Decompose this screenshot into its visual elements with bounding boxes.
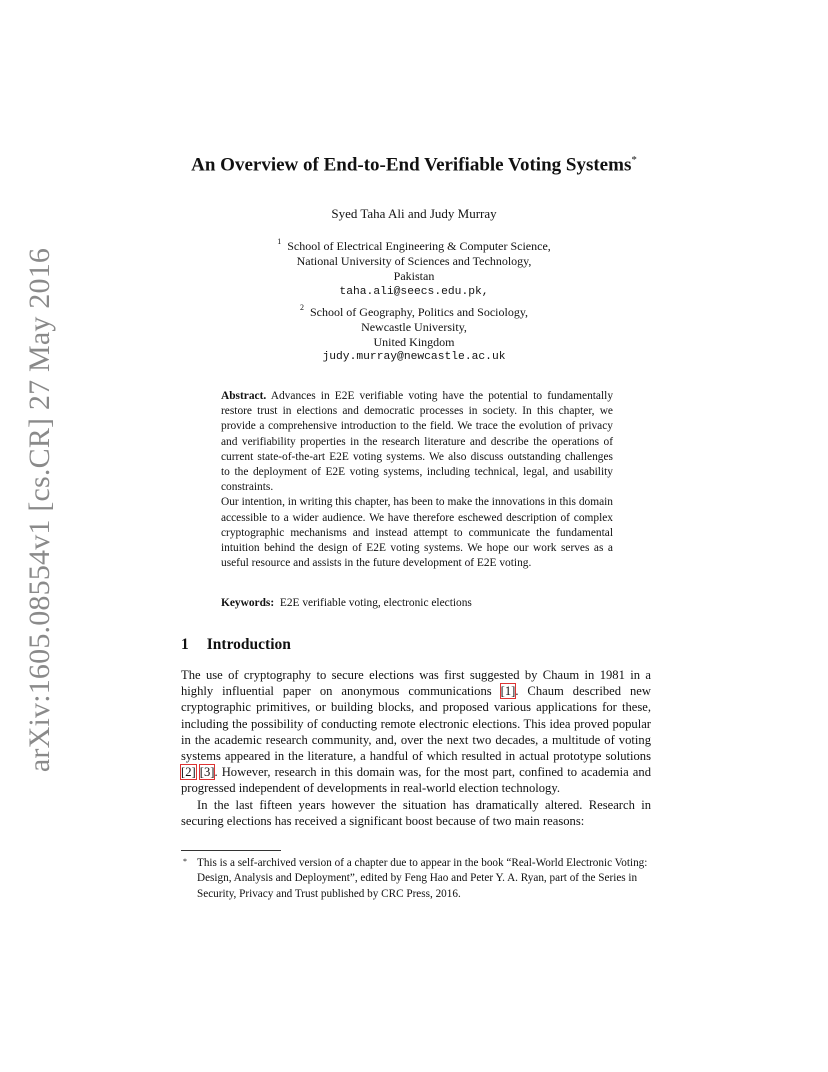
- affiliation-1-email[interactable]: taha.ali@seecs.edu.pk,: [339, 285, 489, 298]
- body-paragraph-1: The use of cryptography to secure elections was first suggested by Chaum in 1981 in a highly influential paper on anonymous communications [1]. Chaum described new cryptographic primitives, or building blocks, and proposed various applications for these, including the possibility of conducting remote electronic elections. This idea proved popular in the academic research community, and, over the next two decades, a multitude of voting systems appeared in the literature, a handful of which resulted in actual prototype solutions [2] [3]. However, research in this domain was, for the most part, confined to academia and progressed independent of developments in real-world election technology.: [181, 668, 651, 796]
- section-title: Introduction: [206, 636, 291, 653]
- abstract-label: Abstract.: [221, 390, 267, 402]
- citation-link[interactable]: [3]: [199, 765, 215, 780]
- affiliation-2-line-2: Newcastle University,: [361, 320, 467, 335]
- body-paragraph-2: In the last fifteen years however the situation has dramatically altered. Research in securing elections has received a significant boost because of two main reasons:: [181, 797, 651, 828]
- abstract-paragraph-2: Our intention, in writing this chapter, has been to make the innovations in this domain accessible to a wider audience. We have therefore eschewed description of complex cryptographic mechanisms and instead attempt to communicate the fundamental intuition behind the design of E2E voting systems. We hope our work serves as a useful resource and assists in the future development of E2E voting.: [221, 496, 613, 570]
- citation-link[interactable]: [2]: [181, 765, 196, 780]
- section-heading: [181, 636, 291, 654]
- keywords: [221, 597, 613, 609]
- keywords-label: Keywords:: [221, 597, 275, 609]
- affiliation-2-line-3: United Kingdom: [373, 335, 455, 350]
- title-footnote-mark: *: [631, 154, 637, 166]
- affiliations: [0, 234, 828, 366]
- affiliation-2-email[interactable]: judy.murray@newcastle.ac.uk: [322, 351, 506, 364]
- affiliation-1-mark: 1: [277, 237, 282, 246]
- affiliation-1-line-3: Pakistan: [393, 269, 435, 284]
- paper-title: [0, 154, 828, 176]
- footnote-text: This is a self-archived version of a chapter due to appear in the book “Real-World Electronic Voting: Design, Analysis and Deployment”, edited by Feng Hao and Peter Y. A. Ryan, part of the Series in Security, Privacy and Trust published by CRC Press, 2016.: [197, 857, 648, 900]
- footnote-mark: *: [183, 857, 187, 866]
- body-text: [181, 667, 651, 829]
- affiliation-1-line-1: $^1$ School of Electrical Engineering & Computer Science,: [277, 237, 551, 253]
- footnote: [181, 856, 651, 902]
- keywords-text: E2E verifiable voting, electronic elections: [279, 597, 472, 609]
- footnote-rule: [181, 850, 281, 851]
- affiliation-1-line-2: National University of Sciences and Technology,: [296, 254, 532, 269]
- arxiv-id-text: arXiv:1605.08554v1 [cs.CR] 27 May 2016: [23, 247, 56, 773]
- affiliation-2-line-1: $^2$ School of Geography, Politics and Sociology,: [299, 302, 529, 319]
- abstract-paragraph-1: Abstract. Advances in E2E verifiable voting have the potential to fundamentally restore trust in elections and democratic processes in society. In this chapter, we provide a comprehensive introduction to the field. We trace the evolution of privacy and verifiability properties in the research literature and describe the operations of current state-of-the-art E2E voting systems. We also discuss outstanding challenges to the deployment of E2E voting systems, including technical, legal, and usability constraints.: [221, 390, 614, 494]
- section-number: 1: [181, 636, 189, 653]
- title-text: An Overview of End-to-End Verifiable Voting Systems: [191, 154, 632, 176]
- authors: Syed Taha Ali and Judy Murray: [331, 206, 497, 221]
- affiliation-2-mark: 2: [299, 302, 304, 312]
- citation-link[interactable]: [1]: [500, 684, 516, 699]
- abstract: [221, 389, 613, 571]
